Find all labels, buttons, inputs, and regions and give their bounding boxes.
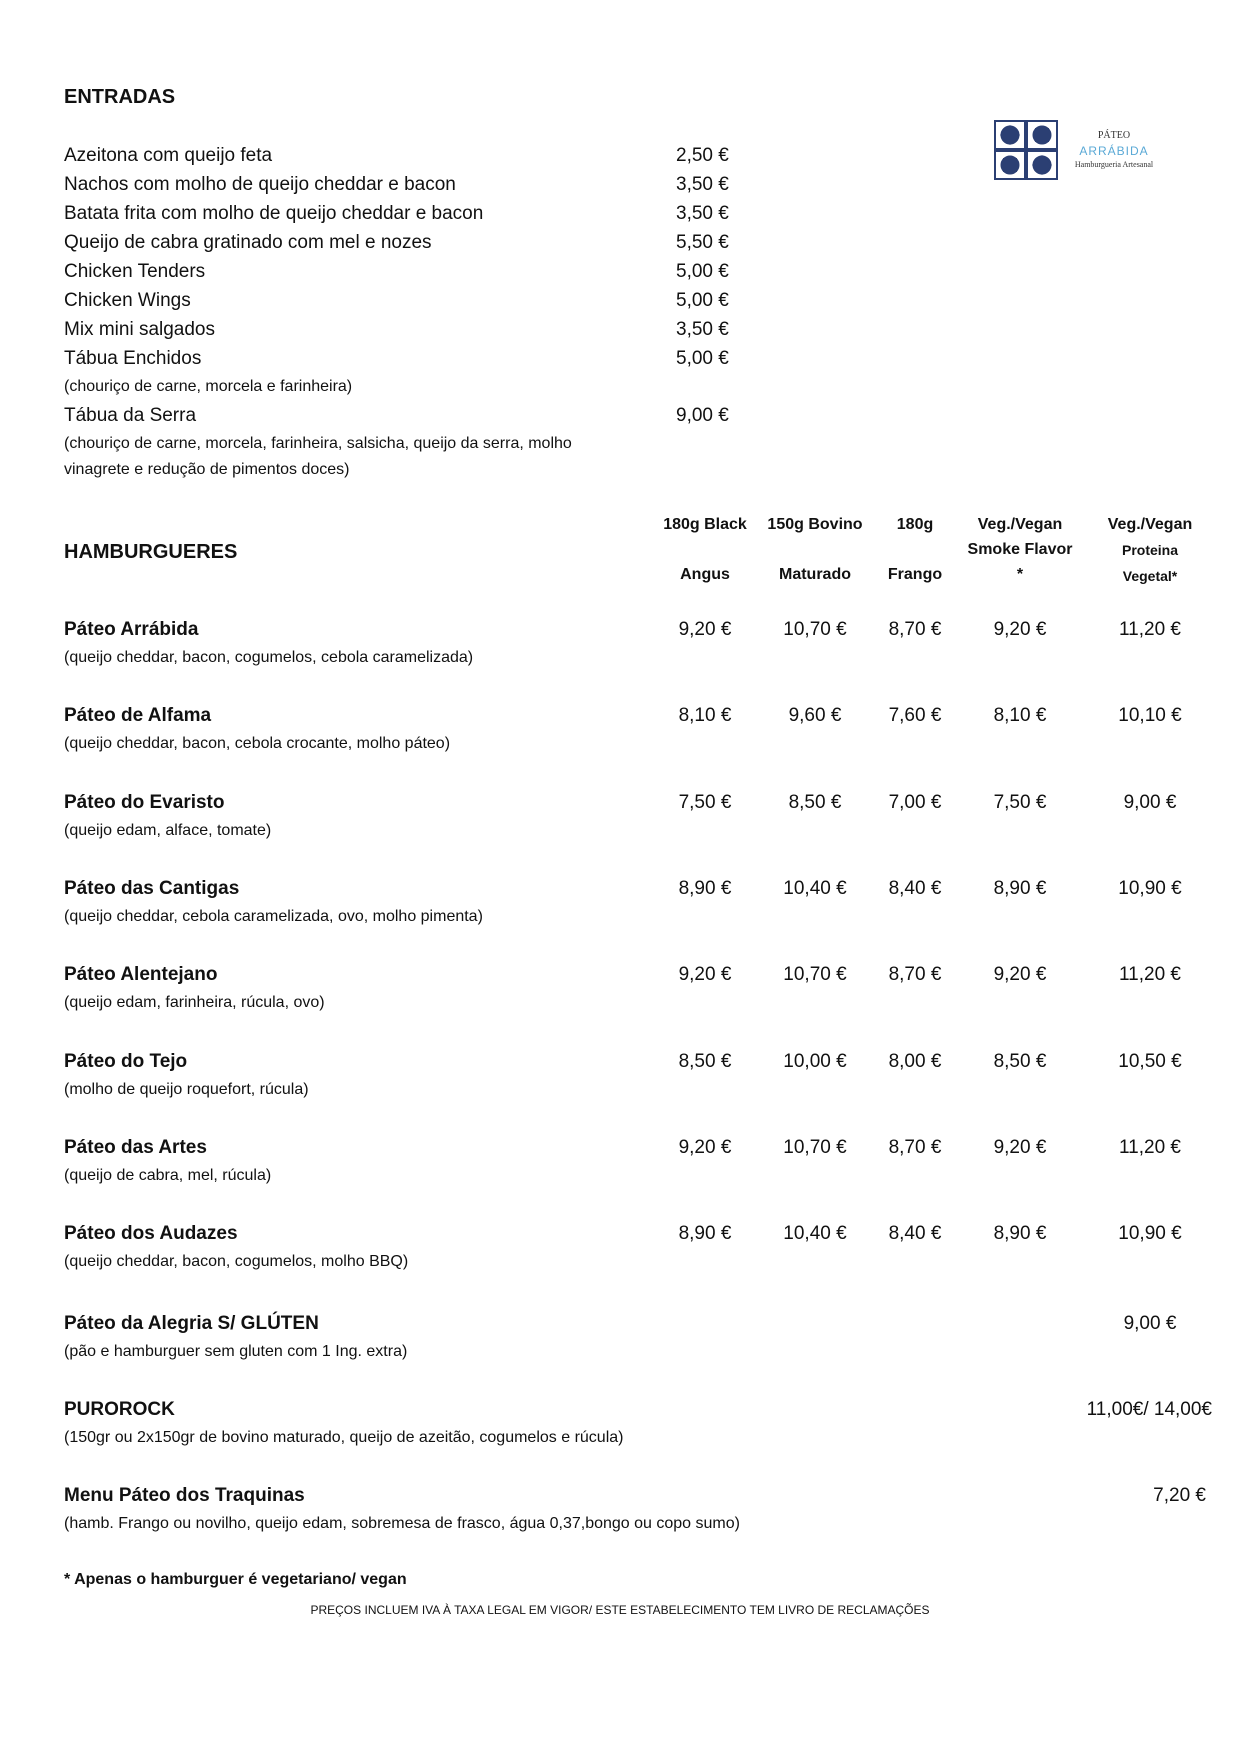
hamburgueres-title: HAMBURGUERES (64, 541, 238, 563)
burger-price: 10,90 € (1118, 878, 1182, 899)
burger-desc: (queijo edam, alface, tomate) (64, 822, 272, 839)
column-header-top: 150g Bovino (767, 516, 863, 533)
column-header-top: Veg./Vegan (977, 516, 1063, 533)
special-price: 7,20 € (1153, 1485, 1206, 1506)
burger-price: 8,90 € (678, 1223, 732, 1244)
entrada-price: 3,50 € (676, 203, 729, 224)
burger-price: 9,20 € (678, 1137, 732, 1158)
burger-price: 10,70 € (783, 619, 847, 640)
footnote: * Apenas o hamburguer é vegetariano/ vegan (64, 1571, 407, 1588)
burger-price: 8,70 € (888, 964, 942, 985)
special-price: 9,00 € (1123, 1313, 1177, 1334)
special-desc: (hamb. Frango ou novilho, queijo edam, sobremesa de frasco, água 0,37,bongo ou copo sumo) (64, 1515, 740, 1532)
special-desc: (pão e hamburguer sem gluten com 1 Ing. extra) (64, 1343, 408, 1360)
burger-price: 7,60 € (888, 705, 942, 726)
entrada-price: 5,50 € (676, 232, 729, 253)
entrada-price: 3,50 € (676, 174, 729, 195)
special-desc: (150gr ou 2x150gr de bovino maturado, queijo de azeitão, cogumelos e rúcula) (64, 1429, 624, 1446)
burger-desc: (molho de queijo roquefort, rúcula) (64, 1081, 309, 1098)
column-header-bottom: Maturado (779, 566, 851, 583)
burger-desc: (queijo edam, farinheira, rúcula, ovo) (64, 994, 325, 1011)
burger-price: 8,90 € (678, 878, 732, 899)
burger-desc: (queijo cheddar, bacon, cogumelos, cebola caramelizada) (64, 649, 474, 666)
special-name: Menu Páteo dos Traquinas (64, 1485, 305, 1506)
burger-price: 7,50 € (678, 792, 732, 813)
entrada-name: Azeitona com queijo feta (64, 145, 273, 166)
burger-price: 8,70 € (888, 1137, 942, 1158)
column-header-bottom: Angus (680, 566, 730, 583)
entrada-price: 5,00 € (676, 290, 729, 311)
entrada-price: 5,00 € (676, 261, 729, 282)
burger-name: Páteo do Evaristo (64, 792, 225, 813)
burger-price: 8,50 € (788, 792, 842, 813)
column-header-top: 180g Black (663, 516, 747, 533)
entrada-name: Tábua Enchidos (64, 348, 202, 369)
column-header-bottom: Frango (887, 566, 943, 583)
entrada-price: 9,00 € (676, 405, 729, 426)
burger-name: Páteo das Cantigas (64, 878, 240, 899)
burger-price: 8,90 € (993, 1223, 1047, 1244)
burger-price: 9,00 € (1123, 792, 1177, 813)
burger-price: 9,20 € (678, 619, 732, 640)
burger-desc: (queijo cheddar, cebola caramelizada, ovo, molho pimenta) (64, 908, 483, 925)
burger-price: 10,70 € (783, 1137, 847, 1158)
entrada-note: (chouriço de carne, morcela e farinheira) (64, 378, 353, 395)
burger-price: 9,20 € (993, 1137, 1047, 1158)
logo-line3: Hamburgueria Artesanal (1074, 160, 1154, 169)
entrada-name: Batata frita com molho de queijo cheddar e bacon (64, 203, 484, 224)
column-header-bottom: Vegetal* (1122, 568, 1178, 584)
burger-price: 10,00 € (783, 1051, 847, 1072)
column-header-mid: Smoke Flavor (967, 541, 1073, 558)
entrada-name: Chicken Wings (64, 290, 191, 311)
column-header-top: Veg./Vegan (1107, 516, 1193, 533)
burger-price: 9,20 € (993, 964, 1047, 985)
burger-price: 7,50 € (993, 792, 1047, 813)
entrada-price: 3,50 € (676, 319, 729, 340)
special-name: Páteo da Alegria S/ GLÚTEN (64, 1313, 319, 1334)
burger-desc: (queijo cheddar, bacon, cogumelos, molho BBQ) (64, 1253, 409, 1270)
burger-name: Páteo das Artes (64, 1137, 207, 1158)
column-header-bottom: * (1016, 566, 1024, 583)
entrada-name: Queijo de cabra gratinado com mel e nozes (64, 232, 432, 253)
burger-price: 8,50 € (993, 1051, 1047, 1072)
special-name: PUROROCK (64, 1399, 175, 1420)
legal-notice: PREÇOS INCLUEM IVA À TAXA LEGAL EM VIGOR/ ESTE ESTABELECIMENTO TEM LIVRO DE RECLAMAÇÕES (310, 1603, 930, 1617)
entrada-name: Tábua da Serra (64, 405, 197, 426)
burger-price: 8,00 € (888, 1051, 942, 1072)
burger-price: 9,20 € (678, 964, 732, 985)
column-header-mid: Proteina (1121, 542, 1178, 558)
burger-price: 10,10 € (1118, 705, 1182, 726)
entrada-price: 2,50 € (676, 145, 729, 166)
logo (994, 120, 1164, 182)
burger-price: 8,10 € (993, 705, 1047, 726)
burger-price: 8,40 € (888, 878, 942, 899)
burger-price: 10,50 € (1118, 1051, 1182, 1072)
burger-price: 8,40 € (888, 1223, 942, 1244)
logo-line1: PÁTEO (1097, 130, 1131, 141)
entrada-price: 5,00 € (676, 348, 729, 369)
burger-desc: (queijo de cabra, mel, rúcula) (64, 1167, 272, 1184)
burger-price: 11,20 € (1119, 1137, 1181, 1158)
burger-price: 8,50 € (678, 1051, 732, 1072)
burger-price: 11,20 € (1119, 964, 1181, 985)
entrada-note: vinagrete e redução de pimentos doces) (64, 461, 350, 478)
burger-name: Páteo dos Audazes (64, 1223, 238, 1244)
burger-price: 9,20 € (993, 619, 1047, 640)
burger-name: Páteo Alentejano (64, 964, 218, 985)
entrada-note: (chouriço de carne, morcela, farinheira, salsicha, queijo da serra, molho (64, 435, 572, 452)
burger-price: 8,10 € (678, 705, 732, 726)
special-price: 11,00€/ 14,00€ (1086, 1399, 1212, 1420)
burger-price: 8,90 € (993, 878, 1047, 899)
burger-name: Páteo Arrábida (64, 619, 199, 640)
burger-desc: (queijo cheddar, bacon, cebola crocante, molho páteo) (64, 735, 451, 752)
entrada-name: Chicken Tenders (64, 261, 206, 282)
tile-logo-icon (994, 120, 1058, 180)
burger-price: 11,20 € (1119, 619, 1181, 640)
burger-name: Páteo de Alfama (64, 705, 212, 726)
entradas-title: ENTRADAS (64, 86, 176, 108)
logo-line2: ARRÁBIDA (1079, 144, 1149, 158)
entrada-name: Nachos com molho de queijo cheddar e bacon (64, 174, 456, 195)
burger-price: 9,60 € (788, 705, 842, 726)
entrada-name: Mix mini salgados (64, 319, 215, 340)
burger-price: 10,70 € (783, 964, 847, 985)
burger-price: 10,40 € (783, 1223, 847, 1244)
column-header-top: 180g (896, 516, 934, 533)
burger-price: 7,00 € (888, 792, 942, 813)
burger-price: 8,70 € (888, 619, 942, 640)
burger-name: Páteo do Tejo (64, 1051, 188, 1072)
burger-price: 10,90 € (1118, 1223, 1182, 1244)
burger-price: 10,40 € (783, 878, 847, 899)
